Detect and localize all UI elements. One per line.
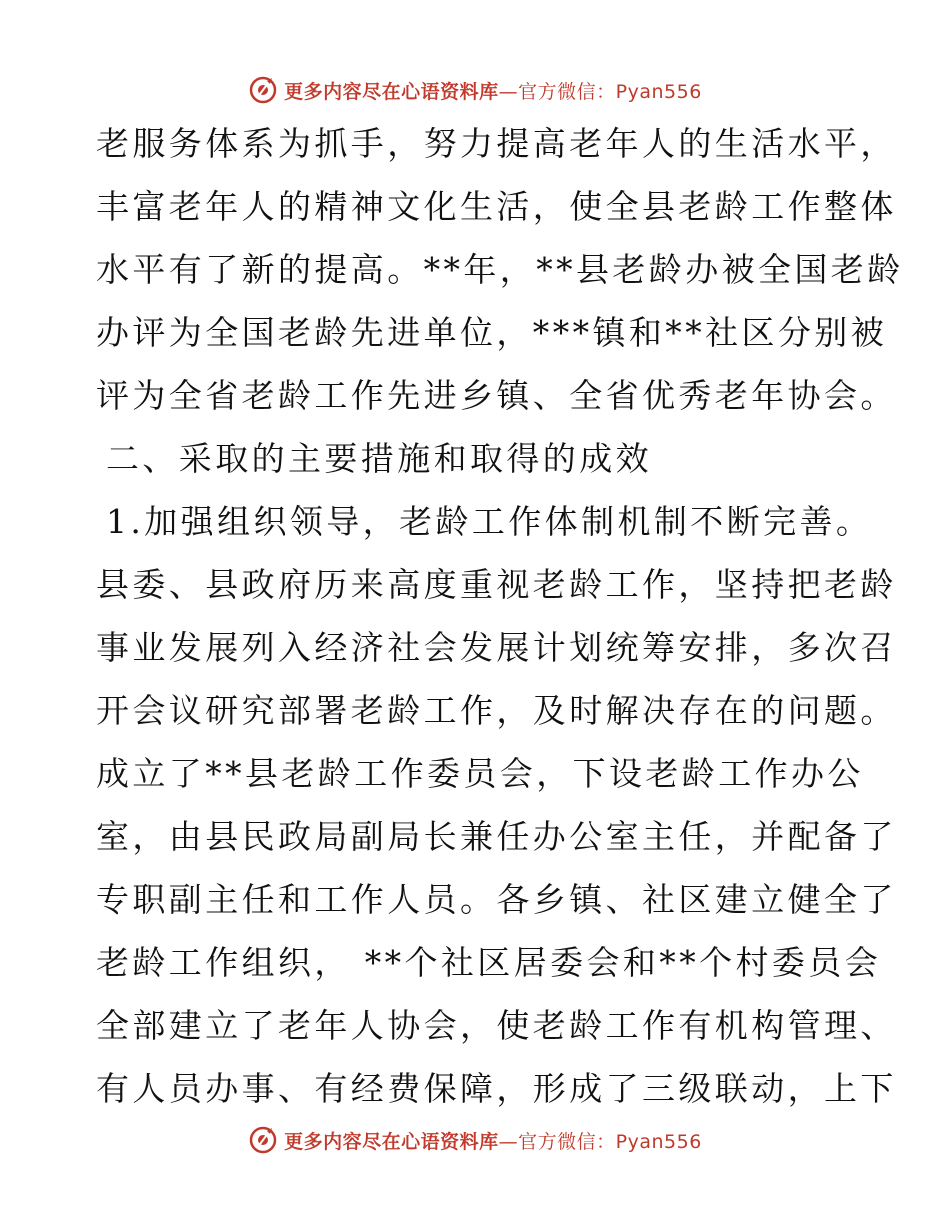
paragraph-line: 全部建立了老年人协会，使老龄工作有机构管理、	[96, 1006, 897, 1045]
watermark-site: 更多内容尽在心语资料库	[284, 1130, 499, 1153]
paragraph-line: 成立了**县老龄工作委员会，下设老龄工作办公	[96, 754, 864, 793]
paragraph-line: 专职副主任和工作人员。各乡镇、社区建立健全了	[96, 880, 897, 919]
paragraph-line: 老服务体系为抓手，努力提高老年人的生活水平，	[96, 124, 897, 163]
watermark-contact: 官方微信：Pyan556	[518, 1130, 702, 1153]
paragraph-line: 有人员办事、有经费保障，形成了三级联动，上下	[96, 1069, 897, 1108]
paragraph-line: 办评为全国老龄先进单位，***镇和**社区分别被	[96, 313, 888, 352]
watermark-text	[284, 77, 702, 104]
section-heading: 二、采取的主要措施和取得的成效	[106, 439, 652, 478]
paragraph-line: 县委、县政府历来高度重视老龄工作，坚持把老龄	[96, 565, 897, 604]
paragraph-line: 老龄工作组织， **个社区居委会和**个村委员会	[96, 943, 882, 982]
brand-logo-icon	[248, 1125, 278, 1155]
watermark-separator: —	[498, 1130, 519, 1153]
watermark-contact: 官方微信：Pyan556	[518, 80, 702, 103]
watermark-text	[284, 1127, 702, 1154]
header-watermark	[0, 70, 950, 110]
subsection-heading: 1.加强组织领导，老龄工作体制机制不断完善。	[106, 502, 873, 541]
paragraph-line: 开会议研究部署老龄工作，及时解决存在的问题。	[96, 691, 897, 730]
paragraph-line: 室，由县民政局副局长兼任办公室主任，并配备了	[96, 817, 897, 856]
watermark-separator: —	[498, 80, 519, 103]
footer-watermark	[0, 1120, 950, 1160]
paragraph-line: 丰富老年人的精神文化生活，使全县老龄工作整体	[96, 187, 897, 226]
document-body	[96, 112, 904, 1120]
paragraph-line: 水平有了新的提高。**年，**县老龄办被全国老龄	[96, 250, 904, 289]
brand-logo-icon	[248, 75, 278, 105]
watermark-site: 更多内容尽在心语资料库	[284, 80, 499, 103]
paragraph-line: 评为全省老龄工作先进乡镇、全省优秀老年协会。	[96, 376, 897, 415]
paragraph-line: 事业发展列入经济社会发展计划统筹安排，多次召	[96, 628, 897, 667]
